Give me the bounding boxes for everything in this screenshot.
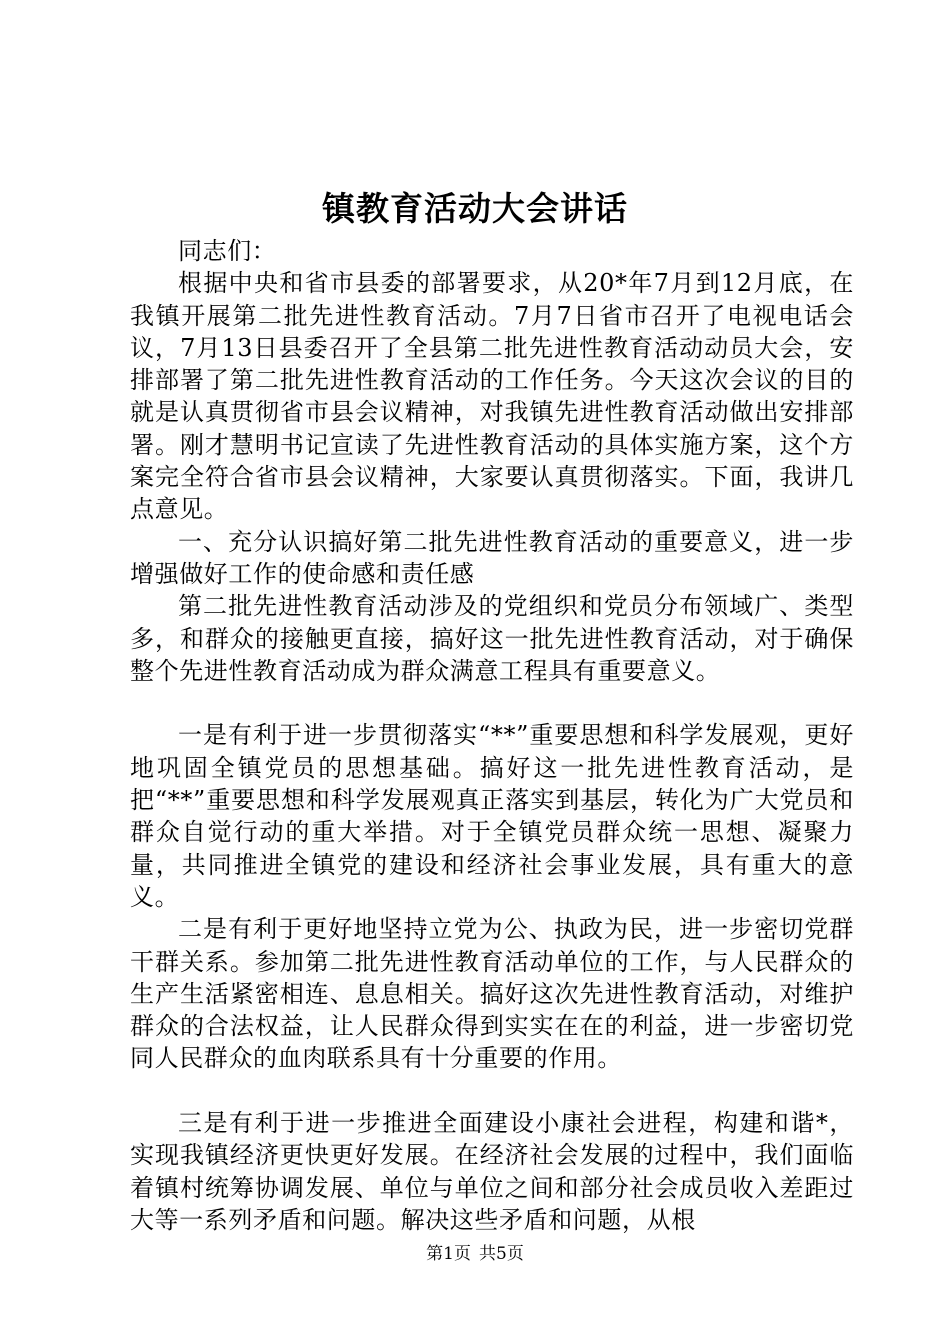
page-footer <box>0 1242 950 1266</box>
document-title: 镇教育活动大会讲话 <box>322 189 628 228</box>
salutation-paragraph: 同志们： <box>178 237 277 265</box>
intro-paragraph: 根据中央和省市县委的部署要求，从20*年7月到12月底，在我镇开展第二批先进性教育活动。7月7日省市召开了电视电话会议，7月13日县委召开了全县第二批先进性教育活动动员大会，安排部署了第二批先进性教育活动的工作任务。今天这次会议的目的就是认真贯彻省市县会议精神，对我镇先进性教育活动做出安排部署。刚才慧明书记宣读了先进性教育活动的具体实施方案，这个方案完全符合省市县会议精神，大家要认真贯彻落实。下面，我讲几点意见。 <box>130 269 854 524</box>
page-total: 共5页 <box>479 1244 524 1264</box>
document-body <box>130 235 854 1236</box>
section-1-paragraph: 第二批先进性教育活动涉及的党组织和党员分布领域广、类型多，和群众的接触更直接，搞好这一批先进性教育活动，对于确保整个先进性教育活动成为群众满意工程具有重要意义。 <box>130 592 854 685</box>
section-heading-1: 一、充分认识搞好第二批先进性教育活动的重要意义，进一步增强做好工作的使命感和责任感 <box>130 527 854 588</box>
point-one-paragraph: 一是有利于进一步贯彻落实“**”重要思想和科学发展观，更好地巩固全镇党员的思想基础。搞好这一批先进性教育活动，是把“**”重要思想和科学发展观真正落实到基层，转化为广大党员和群众自觉行动的重大举措。对于全镇党员群众统一思想、凝聚力量，共同推进全镇党的建设和经济社会事业发展，具有重大的意义。 <box>130 721 854 911</box>
point-two-paragraph: 二是有利于更好地坚持立党为公、执政为民，进一步密切党群干群关系。参加第二批先进性教育活动单位的工作，与人民群众的生产生活紧密相连、息息相关。搞好这次先进性教育活动，对维护群众的合法权益，让人民群众得到实实在在的利益，进一步密切党同人民群众的血肉联系具有十分重要的作用。 <box>130 915 854 1073</box>
page-number: 第1页 <box>426 1244 471 1264</box>
point-three-paragraph: 三是有利于进一步推进全面建设小康社会进程，构建和谐*，实现我镇经济更快更好发展。在经济社会发展的过程中，我们面临着镇村统筹协调发展、单位与单位之间和部分社会成员收入差距过大等一系列矛盾和问题。解决这些矛盾和问题，从根 <box>130 1109 854 1234</box>
